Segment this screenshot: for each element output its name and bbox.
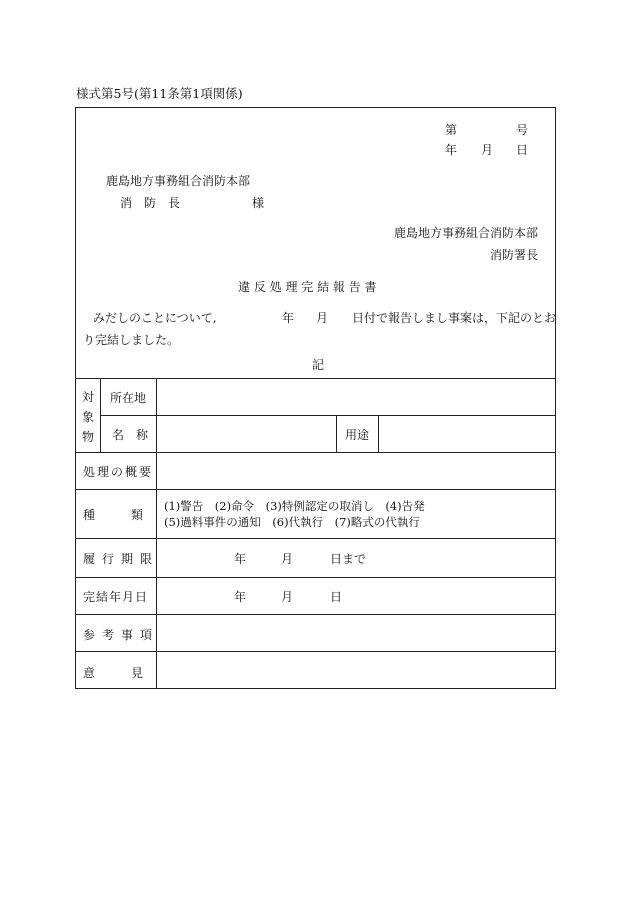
body-year: 年	[282, 311, 295, 325]
table-col-rule	[100, 378, 101, 452]
target-label-3: 物	[82, 430, 95, 444]
reference-label: 参考事項	[83, 628, 160, 642]
target-label-2: 象	[82, 410, 95, 424]
deadline-year: 年	[234, 552, 247, 566]
completion-year: 年	[234, 590, 247, 604]
ki-label: 記	[312, 358, 325, 372]
report-form-frame	[75, 107, 556, 689]
type-options-line2: (5)過料事件の通知 (6)代執行 (7)略式の代執行	[164, 515, 420, 529]
addressee-honorific: 様	[252, 196, 265, 210]
document-title: 違 反 処 理 完 結 報 告 書	[238, 280, 377, 294]
body-text-1: みだしのことについて,	[93, 311, 217, 325]
sender-title: 消防署長	[490, 248, 539, 262]
body-text-line2: り完結しました。	[83, 333, 180, 347]
date-month: 月	[481, 143, 494, 157]
table-col-rule	[336, 415, 337, 452]
deadline-day: 日まで	[330, 552, 367, 566]
opinion-label: 意 見	[83, 666, 144, 680]
table-rule	[76, 614, 555, 615]
table-rule	[76, 452, 555, 453]
table-col-rule	[378, 415, 379, 452]
table-rule	[100, 415, 555, 416]
use-label: 用途	[345, 428, 370, 442]
name-label: 名 称	[112, 428, 149, 442]
date-day: 日	[516, 143, 529, 157]
type-options-line1: (1)警告 (2)命令 (3)特例認定の取消し (4)告発	[164, 499, 425, 513]
completion-month: 月	[281, 590, 294, 604]
table-top-rule	[76, 378, 555, 379]
table-rule	[76, 577, 555, 578]
date-year: 年	[445, 143, 458, 157]
table-rule	[76, 651, 555, 652]
deadline-month: 月	[281, 552, 294, 566]
completion-label: 完結年月日	[83, 590, 149, 604]
target-label-1: 対	[82, 390, 95, 404]
addressee-organization: 鹿島地方事務組合消防本部	[106, 174, 251, 188]
body-text-2: 日付で報告しまし事案は，下記のとお	[352, 311, 557, 325]
completion-day: 日	[330, 590, 343, 604]
number-suffix: 号	[516, 123, 529, 137]
deadline-label: 履行期限	[83, 552, 160, 566]
sender-organization: 鹿島地方事務組合消防本部	[394, 226, 539, 240]
addressee-title: 消 防 長	[120, 196, 181, 210]
type-label: 種 類	[83, 508, 144, 522]
location-label: 所在地	[110, 391, 147, 405]
table-rule	[76, 538, 555, 539]
number-prefix: 第	[445, 123, 458, 137]
table-rule	[76, 489, 555, 490]
body-month: 月	[316, 311, 329, 325]
overview-label: 処理の概要	[83, 465, 154, 479]
form-code: 様式第5号(第11条第1項関係)	[76, 86, 243, 101]
